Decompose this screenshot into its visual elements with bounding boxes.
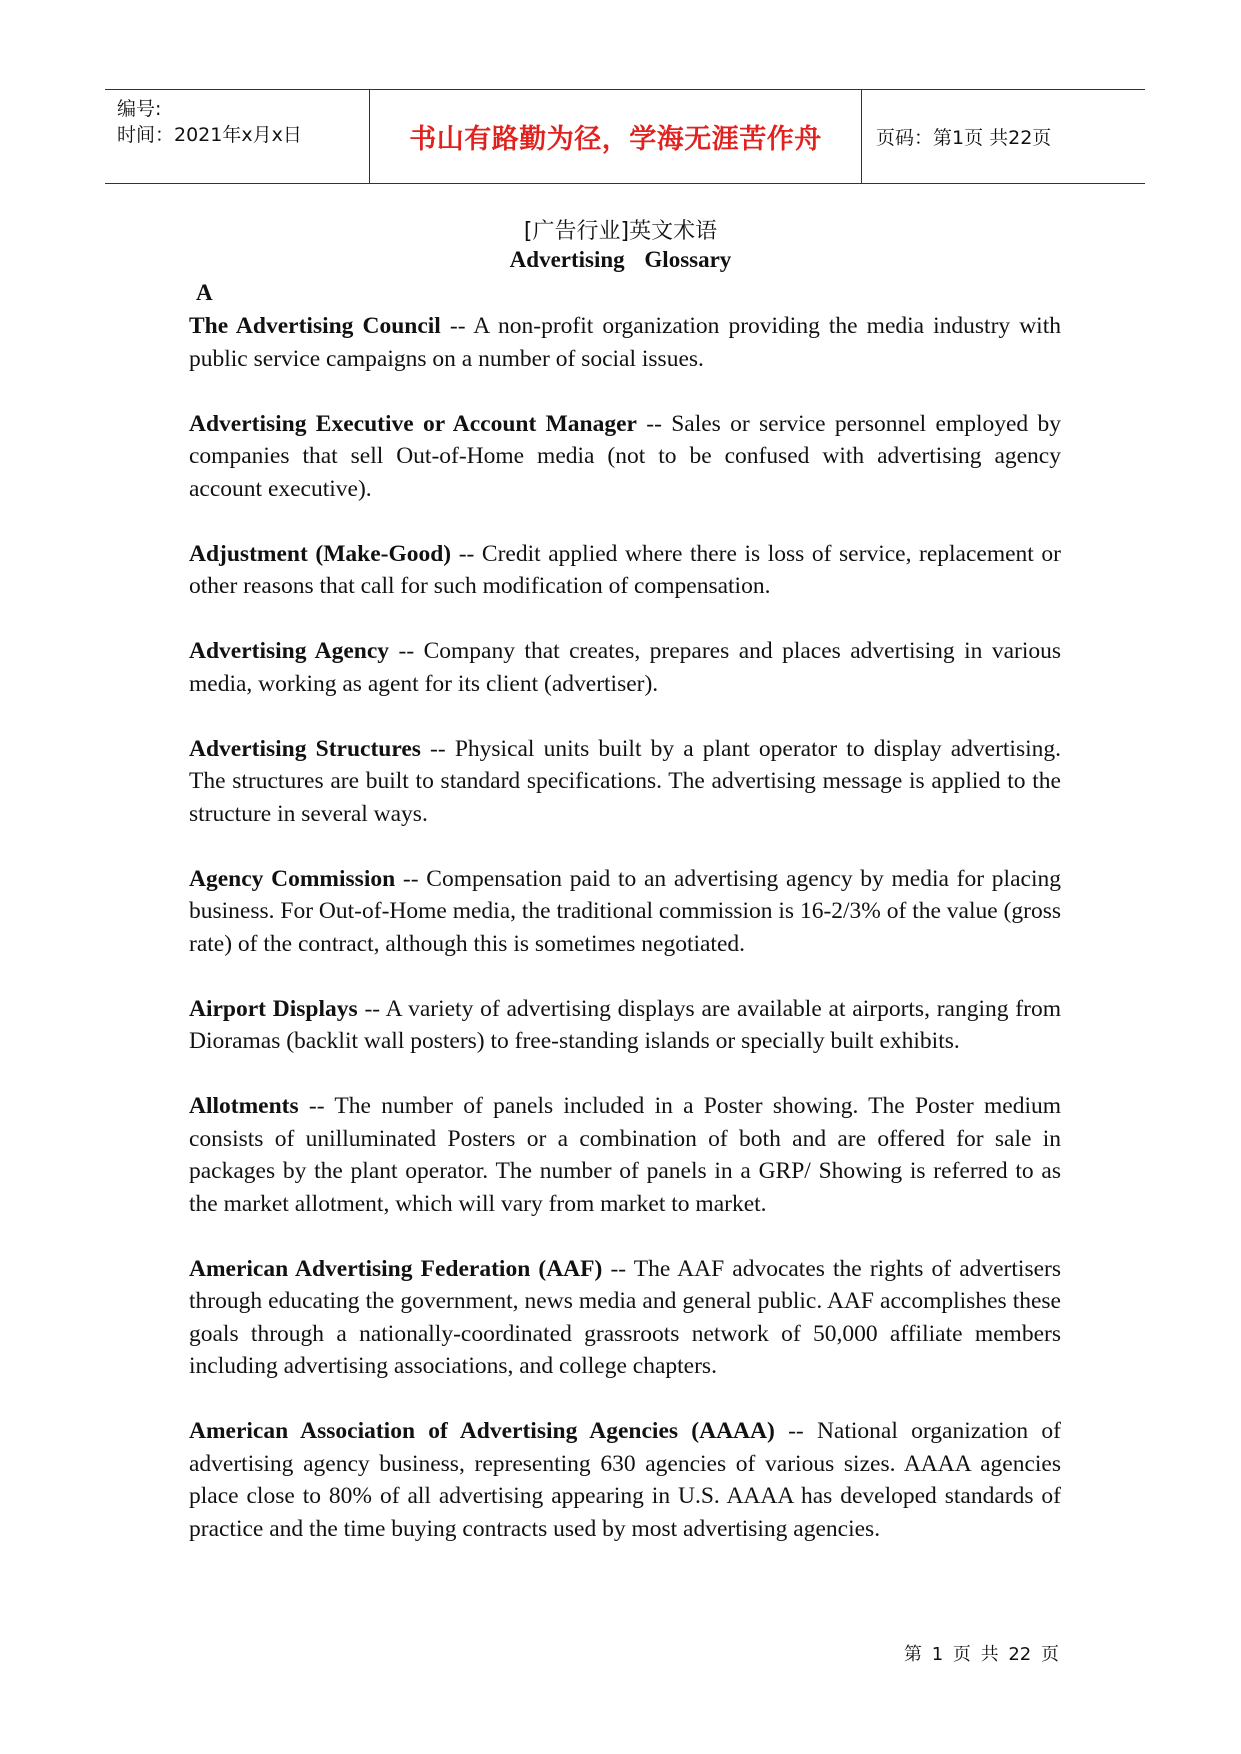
glossary-entries (189, 310, 1061, 1578)
glossary-definition: -- A variety of advertising displays are available at airports, ranging from Dioramas (backlit wall posters) to free-standing islands or specially built exhibits. (189, 995, 1061, 1054)
glossary-entry (189, 310, 1061, 375)
glossary-entry (189, 1415, 1061, 1545)
glossary-term: Advertising Executive or Account Manager (189, 410, 637, 437)
glossary-entry (189, 993, 1061, 1058)
glossary-entry (189, 538, 1061, 603)
glossary-definition: -- Company that creates, prepares and places advertising in various media, working as agent for its client (advertiser). (189, 638, 1062, 697)
glossary-term: Advertising Structures (189, 735, 421, 762)
glossary-definition: -- Sales or service personnel employed by companies that sell Out-of-Home media (not to be confused with advertising agency account executive). (189, 410, 1061, 502)
page-header (105, 89, 1145, 184)
glossary-term: Airport Displays (189, 995, 358, 1022)
header-motto: 书山有路勤为径，学海无涯苦作舟 (409, 124, 822, 155)
glossary-entry (189, 733, 1061, 831)
glossary-term: Adjustment (Make-Good) (189, 540, 452, 567)
glossary-definition: -- Compensation paid to an advertising agency by media for placing business. For Out-of-Home media, the traditional commission is 16-2/3% of the value (gross rate) of the contract, although this is sometimes negotiated. (189, 865, 1061, 957)
glossary-entry (189, 408, 1061, 506)
glossary-definition: -- The AAF advocates the rights of advertisers through educating the government, news media and general public. AAF accomplishes these goals through a nationally-coordinated grassroots network of 50,000 affiliate members including advertising associations, and college chapters. (189, 1255, 1061, 1379)
glossary-term: American Association of Advertising Agencies (AAAA) (189, 1418, 775, 1444)
glossary-term: The Advertising Council (189, 313, 441, 339)
header-info (117, 90, 367, 183)
glossary-entry (189, 863, 1061, 961)
glossary-term: Advertising Agency (189, 638, 390, 664)
glossary-entry (189, 1253, 1061, 1383)
glossary-definition: -- A non-profit organization providing the media industry with public service campaigns on a number of social issues. (189, 313, 1061, 372)
header-page-number: 页码：第1页 共22页 (876, 127, 1052, 149)
glossary-entry (189, 635, 1061, 700)
glossary-term: American Advertising Federation (AAF) (189, 1255, 603, 1282)
document-title-chinese: [广告行业]英文术语 (523, 219, 718, 244)
document-title-english: Advertising Glossary (509, 247, 732, 272)
page-footer: 第 1 页 共 22 页 (904, 1644, 1059, 1665)
document-date-label: 时间：2021年x月x日 (117, 124, 302, 146)
section-letter: A (196, 280, 213, 305)
glossary-definition: -- Credit applied where there is loss of service, replacement or other reasons that call for such modification of compensation. (189, 540, 1061, 599)
glossary-entry (189, 1090, 1061, 1220)
glossary-definition: -- The number of panels included in a Poster showing. The Poster medium consists of unilluminated Posters or a combination of both and are offered for sale in packages by the plant operator. The number of panels in a GRP/ Showing is referred to as the market allotment, which will vary from market to market. (189, 1093, 1061, 1217)
glossary-term: Agency Commission (189, 865, 396, 892)
document-number-label: 编号: (117, 98, 162, 120)
glossary-definition: -- National organization of advertising agency business, representing 630 agencies of various sizes. AAAA agencies place close to 80% of all advertising appearing in U.S. AAAA has developed standards of practice and the time buying contracts used by most advertising agencies. (189, 1418, 1061, 1542)
glossary-term: Allotments (189, 1093, 299, 1119)
glossary-definition: -- Physical units built by a plant operator to display advertising. The structures are built to standard specifications. The advertising message is applied to the structure in several ways. (189, 735, 1061, 827)
